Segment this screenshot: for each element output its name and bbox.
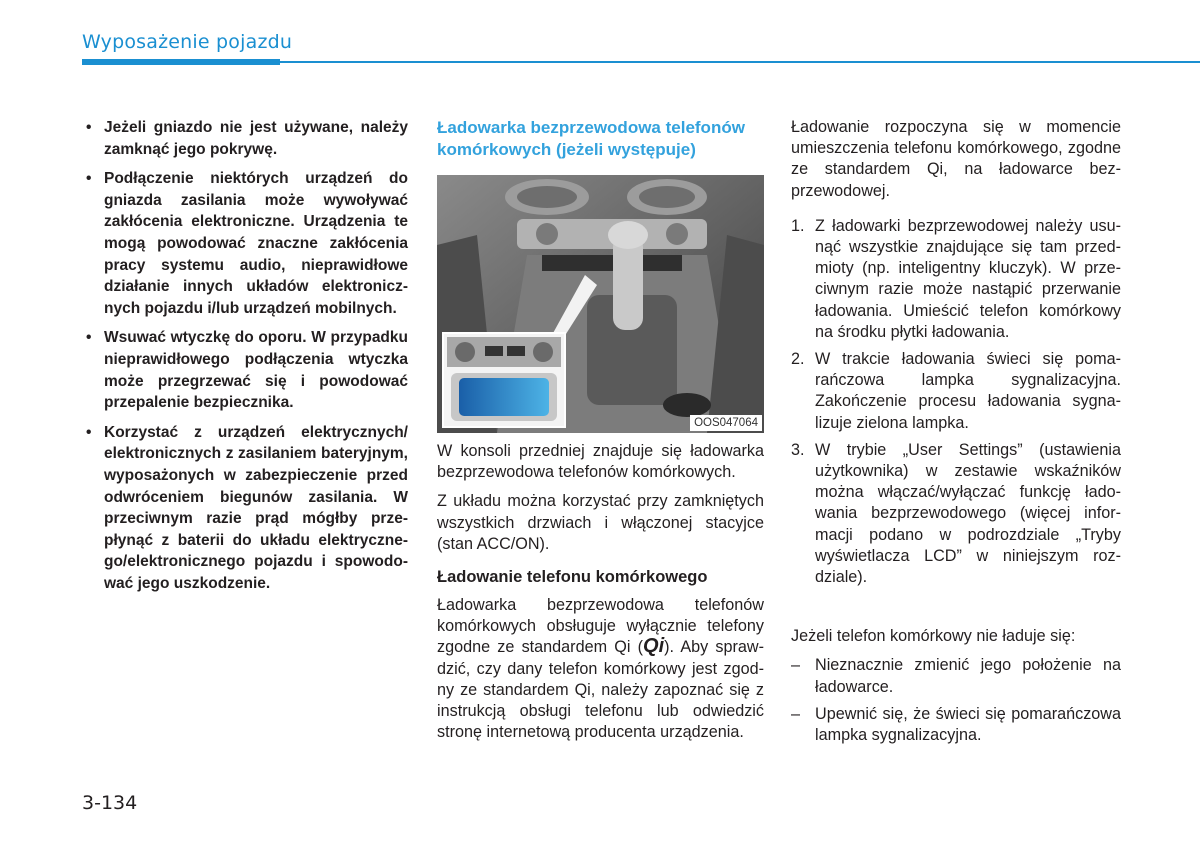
tip-item: – Nieznacznie zmienić jego położenie na ładowarce. [791,656,1121,696]
console-illustration [437,175,764,433]
bullet-list [82,117,408,594]
console-photo [437,175,764,433]
step-item: 2. W trakcie ładowania świeci się pomarańczowa lampka sygnalizacyjna. Zakończenie procesu ładowania sygnalizuje zielona lampka. [791,350,1121,432]
qi-logo-icon: Qi [643,635,665,658]
page-number: 3-134 [82,792,138,814]
header-rule-accent [82,59,280,65]
right-column [791,117,1121,752]
section-title: Ładowarka bezprzewodowa telefonów komórkowych (jeżeli występuje) [437,118,745,159]
bullet-dot-icon: • [86,119,92,136]
image-code-label: OOS047064 [690,415,762,431]
bullet-item: • Jeżeli gniazdo nie jest używane, należy zamknąć jego pokrywę. [86,119,408,158]
bullet-dot-icon: • [86,423,92,441]
numbered-steps [791,216,1121,588]
step-item: 3. W trybie „User Settings” (ustawienia użytkownika) w zestawie wskaźników można włączać/wyłączać funkcję ładowania bezprzewodowego (więcej informacji podano w podrozdziale „Tryby wyświetlacza LCD” w niniejszym rozdziale). [791,440,1121,587]
bullet-item: • Wsuwać wtyczkę do oporu. W przypadku nieprawidłowego podłączenia wtyczka może przegrzewać się i powodować przepalenie bezpiecznika. [86,329,408,412]
tip-list [791,655,1121,746]
paragraph: Ładowarka bezprzewodowa telefonów komórkowych obsługuje wyłącznie telefony zgodne ze standardem Qi (Qi). Aby sprawdzić, czy dany telefon komórkowy jest zgodny ze standardem Qi, należy zapoznać się z instrukcją obsługi telefonu lub odwiedzić stronę internetową producenta urządzenia. [437,596,764,742]
middle-column [437,117,764,751]
step-item: 1. Z ładowarki bezprzewodowej należy usunąć wszystkie znajdujące się tam przedmioty (np. inteligentny kluczyk). W przeciwnym razie może nastąpić przerwanie ładowania. Umieścić telefon komórkowy na środku płytki ładowania. [791,216,1121,341]
tip-item: – Upewnić się, że świeci się pomarańczowa lampka sygnalizacyjna. [791,704,1121,745]
paragraph: Jeżeli telefon komórkowy nie ładuje się: [791,627,1076,646]
paragraph: Z układu można korzystać przy zamkniętych wszystkich drzwiach i włączonej stacyjce (stan ACC/ON). [437,492,764,553]
bullet-item: • Korzystać z urządzeń elektrycznych/ elektronicznych z zasilaniem bateryjnym, wyposażonych w zabezpieczenie przed odwróceniem biegunów zasilania. W przeciwnym razie prąd mógłby przepłynąć z baterii do układu elektrycznego/elektronicznego pojazdu i spowodować jego uszkodzenie. [86,423,408,592]
bullet-item: • Podłączenie niektórych urządzeń do gniazda zasilania może wywoływać zakłócenia elektroniczne. Urządzenia te mogą powodować znaczne zakłócenia pracy systemu audio, nieprawidłowe działanie innych układów elektronicznych pojazdu i/lub urządzeń mobilnych. [86,170,408,317]
paragraph: W konsoli przedniej znajduje się ładowarka bezprzewodowa telefonów komórkowych. [437,442,764,482]
section-header-title: Wyposażenie pojazdu [82,31,293,53]
bullet-dot-icon: • [86,170,92,188]
bullet-dot-icon: • [86,329,92,347]
subheading: Ładowanie telefonu komórkowego [437,568,708,587]
paragraph: Ładowanie rozpoczyna się w momencie umieszczenia telefonu komórkowego, zgodne ze standardem Qi, na ładowarce bezprzewodowej. [791,118,1121,200]
left-column [82,117,408,602]
